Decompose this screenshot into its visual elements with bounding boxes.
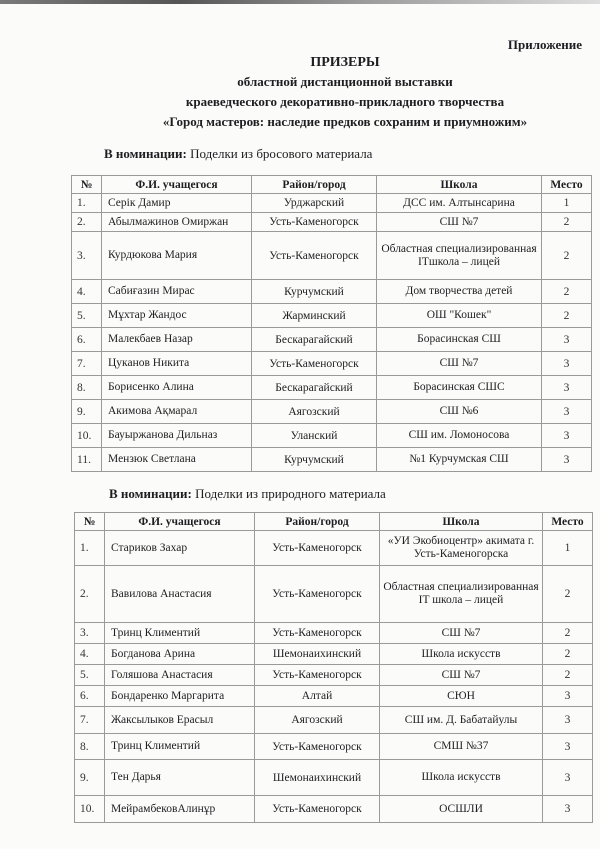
row-number-cell: 5. [72, 304, 102, 328]
table-header-row [75, 513, 593, 531]
place-cell: 2 [542, 232, 592, 280]
district-cell: Курчумский [252, 280, 377, 304]
table-row [72, 328, 592, 352]
district-cell: Аягозский [252, 400, 377, 424]
place-cell: 2 [542, 280, 592, 304]
row-number-cell: 9. [72, 400, 102, 424]
nomination-prefix: В номинации: [109, 486, 192, 501]
student-name-cell: Богданова Арина [105, 644, 255, 665]
winners-table-recycled [71, 175, 592, 472]
place-cell: 3 [542, 328, 592, 352]
place-cell: 3 [542, 424, 592, 448]
place-cell: 2 [542, 213, 592, 232]
place-cell: 3 [543, 734, 593, 760]
school-cell: Школа искусств [380, 644, 543, 665]
table-row [72, 304, 592, 328]
school-cell: СШ №7 [380, 665, 543, 686]
student-name-cell: Цуканов Никита [102, 352, 252, 376]
student-name-cell: Серік Дамир [102, 194, 252, 213]
district-cell: Уланский [252, 424, 377, 448]
place-cell: 3 [542, 352, 592, 376]
table-row [72, 424, 592, 448]
row-number-cell: 2. [75, 566, 105, 623]
student-name-cell: МейрамбековАлинұр [105, 796, 255, 823]
district-cell: Шемонаихинский [255, 644, 380, 665]
row-number-cell: 4. [75, 644, 105, 665]
student-name-cell: Мензюк Светлана [102, 448, 252, 472]
table-row [75, 665, 593, 686]
district-cell: Усть-Каменогорск [255, 566, 380, 623]
school-cell: Борасинская СШС [377, 376, 542, 400]
table-row [75, 707, 593, 734]
row-number-cell: 6. [75, 686, 105, 707]
row-number-cell: 8. [72, 376, 102, 400]
student-name-cell: Голяшова Анастасия [105, 665, 255, 686]
table-row [75, 623, 593, 644]
row-number-cell: 2. [72, 213, 102, 232]
table-row [72, 400, 592, 424]
table-row [75, 686, 593, 707]
place-cell: 2 [543, 566, 593, 623]
student-name-cell: Абылмажинов Омиржан [102, 213, 252, 232]
table-row [75, 531, 593, 566]
header-school: Школа [377, 176, 542, 194]
student-name-cell: Акимова Ақмарал [102, 400, 252, 424]
place-cell: 3 [543, 686, 593, 707]
header-school: Школа [380, 513, 543, 531]
student-name-cell: Тринц Климентий [105, 623, 255, 644]
header-place: Место [542, 176, 592, 194]
row-number-cell: 7. [72, 352, 102, 376]
student-name-cell: Мұхтар Жандос [102, 304, 252, 328]
school-cell: ДСС им. Алтынсарина [377, 194, 542, 213]
school-cell: ОШ "Кошек" [377, 304, 542, 328]
nomination-heading [109, 486, 386, 502]
school-cell: Дом творчества детей [377, 280, 542, 304]
place-cell: 1 [543, 531, 593, 566]
row-number-cell: 9. [75, 760, 105, 796]
school-cell: СЮН [380, 686, 543, 707]
header-district: Район/город [255, 513, 380, 531]
student-name-cell: Малекбаев Назар [102, 328, 252, 352]
place-cell: 2 [543, 623, 593, 644]
student-name-cell: Бондаренко Маргарита [105, 686, 255, 707]
table-row [75, 644, 593, 665]
row-number-cell: 5. [75, 665, 105, 686]
district-cell: Усть-Каменогорск [255, 531, 380, 566]
student-name-cell: Сабиғазин Мирас [102, 280, 252, 304]
row-number-cell: 3. [75, 623, 105, 644]
subtitle-line: краеведческого декоративно-прикладного творчества [185, 94, 505, 109]
header-place: Место [543, 513, 593, 531]
district-cell: Усть-Каменогорск [255, 734, 380, 760]
place-cell: 3 [542, 376, 592, 400]
table-row [75, 566, 593, 623]
row-number-cell: 6. [72, 328, 102, 352]
place-cell: 3 [542, 400, 592, 424]
table-row [72, 448, 592, 472]
title-block [100, 54, 590, 132]
student-name-cell: Вавилова Анастасия [105, 566, 255, 623]
row-number-cell: 7. [75, 707, 105, 734]
school-cell: Школа искусств [380, 760, 543, 796]
table-row [72, 213, 592, 232]
nomination-title: Поделки из природного материала [195, 486, 386, 501]
nomination-title: Поделки из бросового материала [190, 146, 373, 161]
district-cell: Бескарагайский [252, 328, 377, 352]
student-name-cell: Стариков Захар [105, 531, 255, 566]
row-number-cell: 3. [72, 232, 102, 280]
district-cell: Усть-Каменогорск [255, 796, 380, 823]
table-row [75, 734, 593, 760]
row-number-cell: 1. [75, 531, 105, 566]
student-name-cell: Борисенко Алина [102, 376, 252, 400]
nomination-prefix: В номинации: [104, 146, 187, 161]
school-cell: Областная специализированная ITшкола – лицей [377, 232, 542, 280]
student-name-cell: Тен Дарья [105, 760, 255, 796]
student-name-cell: Бауыржанова Дильназ [102, 424, 252, 448]
school-cell: №1 Курчумская СШ [377, 448, 542, 472]
page-title: ПРИЗЕРЫ [310, 55, 380, 70]
place-cell: 3 [542, 448, 592, 472]
place-cell: 3 [543, 760, 593, 796]
school-cell: СШ №7 [377, 213, 542, 232]
place-cell: 2 [542, 304, 592, 328]
school-cell: СШ №7 [377, 352, 542, 376]
winners-table-natural [74, 512, 593, 823]
student-name-cell: Тринц Климентий [105, 734, 255, 760]
table-row [72, 352, 592, 376]
row-number-cell: 11. [72, 448, 102, 472]
scan-edge [0, 0, 600, 4]
student-name-cell: Курдюкова Мария [102, 232, 252, 280]
student-name-cell: Жаксылыков Ерасыл [105, 707, 255, 734]
row-number-cell: 1. [72, 194, 102, 213]
district-cell: Бескарагайский [252, 376, 377, 400]
table-row [75, 796, 593, 823]
table-row [75, 760, 593, 796]
table-row [72, 232, 592, 280]
row-number-cell: 10. [75, 796, 105, 823]
school-cell: Областная специализированная IT школа – лицей [380, 566, 543, 623]
table-row [72, 194, 592, 213]
district-cell: Усть-Каменогорск [255, 623, 380, 644]
place-cell: 2 [543, 665, 593, 686]
header-num: № [75, 513, 105, 531]
header-name: Ф.И. учащегося [105, 513, 255, 531]
row-number-cell: 10. [72, 424, 102, 448]
table-row [72, 280, 592, 304]
row-number-cell: 8. [75, 734, 105, 760]
district-cell: Аягозский [255, 707, 380, 734]
subtitle-line: областной дистанционной выставки [237, 74, 453, 89]
header-district: Район/город [252, 176, 377, 194]
district-cell: Усть-Каменогорск [255, 665, 380, 686]
district-cell: Жарминский [252, 304, 377, 328]
school-cell: «УИ Экобиоцентр» акимата г. Усть-Каменогорска [380, 531, 543, 566]
school-cell: Борасинская СШ [377, 328, 542, 352]
place-cell: 3 [543, 796, 593, 823]
school-cell: СШ №7 [380, 623, 543, 644]
appendix-label: Приложение [507, 37, 582, 52]
district-cell: Усть-Каменогорск [252, 213, 377, 232]
school-cell: ОСШЛИ [380, 796, 543, 823]
district-cell: Усть-Каменогорск [252, 352, 377, 376]
district-cell: Урджарский [252, 194, 377, 213]
school-cell: СШ им. Ломоносова [377, 424, 542, 448]
place-cell: 3 [543, 707, 593, 734]
school-cell: СШ №6 [377, 400, 542, 424]
place-cell: 2 [543, 644, 593, 665]
subtitle-line: «Город мастеров: наследие предков сохраним и приумножим» [162, 114, 528, 129]
table-row [72, 376, 592, 400]
district-cell: Усть-Каменогорск [252, 232, 377, 280]
district-cell: Шемонаихинский [255, 760, 380, 796]
header-num: № [72, 176, 102, 194]
school-cell: СШ им. Д. Бабатайулы [380, 707, 543, 734]
school-cell: СМШ №37 [380, 734, 543, 760]
district-cell: Алтай [255, 686, 380, 707]
row-number-cell: 4. [72, 280, 102, 304]
district-cell: Курчумский [252, 448, 377, 472]
nomination-heading [104, 146, 372, 162]
table-header-row [72, 176, 592, 194]
header-name: Ф.И. учащегося [102, 176, 252, 194]
place-cell: 1 [542, 194, 592, 213]
